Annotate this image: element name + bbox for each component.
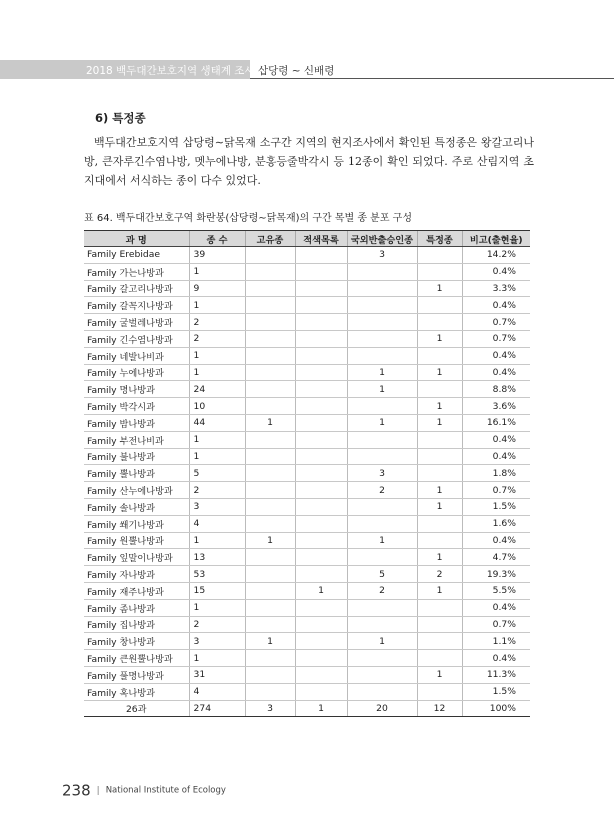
table-cell: 3 — [189, 498, 245, 515]
table-cell — [295, 297, 347, 314]
table-cell: 1 — [189, 431, 245, 448]
table-cell: 1 — [347, 532, 417, 549]
table-cell: 24 — [189, 381, 245, 398]
header-title: 2018 백두대간보호지역 생태계 조사 — [86, 65, 255, 77]
table-cell — [347, 498, 417, 515]
table-cell: 31 — [189, 666, 245, 683]
col-header-red-list: 적색목록 — [295, 231, 347, 247]
table-cell: Family 밤나방과 — [84, 414, 189, 431]
table-cell: 3.3% — [462, 280, 530, 297]
header-subtitle: 삽당령 ~ 신배령 — [258, 65, 335, 77]
table-cell: 11.3% — [462, 666, 530, 683]
table-cell — [245, 498, 295, 515]
table-cell: Family 좀나방과 — [84, 599, 189, 616]
footer-institution: National Institute of Ecology — [105, 785, 226, 796]
table-cell — [295, 666, 347, 683]
table-cell: 0.4% — [462, 263, 530, 280]
table-row — [84, 566, 530, 583]
table-cell: 3 — [347, 465, 417, 482]
table-cell — [295, 532, 347, 549]
table-cell — [347, 599, 417, 616]
table-cell: Family 산누에나방과 — [84, 482, 189, 499]
table-cell: 1 — [417, 280, 462, 297]
table-cell: 1 — [417, 582, 462, 599]
table-cell — [295, 280, 347, 297]
table-cell — [245, 465, 295, 482]
table-cell: 1 — [417, 364, 462, 381]
table-row — [84, 482, 530, 499]
table-cell — [417, 448, 462, 465]
table-row — [84, 515, 530, 532]
paragraph-text: 백두대간보호지역 삽당령∼닭목재 소구간 지역의 현지조사에서 확인된 특정종은 왕갈고리나방, 큰자루긴수염나방, 멧누에나방, 분홍등줄박각시 등 12종이 확인 되었다. 주로 산림지역 초지대에서 서식하는 종이 다수 있었다. — [84, 136, 534, 187]
table-cell: 2 — [347, 482, 417, 499]
table-cell — [347, 549, 417, 566]
table-cell — [245, 616, 295, 633]
table-cell — [417, 616, 462, 633]
table-cell — [347, 666, 417, 683]
table-cell — [245, 398, 295, 415]
table-cell: 2 — [189, 330, 245, 347]
table-row — [84, 465, 530, 482]
table-cell: 0.4% — [462, 532, 530, 549]
total-cell: 3 — [245, 700, 295, 717]
table-cell — [245, 431, 295, 448]
table-cell: 0.4% — [462, 650, 530, 667]
table-row — [84, 650, 530, 667]
page-number: 238 — [62, 781, 91, 800]
table-cell: 1.5% — [462, 683, 530, 700]
table-cell: 0.4% — [462, 431, 530, 448]
table-cell: 2 — [347, 582, 417, 599]
table-row — [84, 582, 530, 599]
table-cell — [245, 482, 295, 499]
table-cell: Family 누에나방과 — [84, 364, 189, 381]
table-cell — [295, 482, 347, 499]
table-cell: 1 — [417, 330, 462, 347]
table-cell — [245, 330, 295, 347]
col-header-export-approved: 국외반출승인종 — [347, 231, 417, 247]
table-row — [84, 263, 530, 280]
table-cell: 5 — [189, 465, 245, 482]
table-cell: 0.7% — [462, 330, 530, 347]
table-row — [84, 666, 530, 683]
table-row — [84, 599, 530, 616]
total-cell: 1 — [295, 700, 347, 717]
table-cell: 1.6% — [462, 515, 530, 532]
total-cell: 20 — [347, 700, 417, 717]
table-cell: Family 잎말이나방과 — [84, 549, 189, 566]
table-cell — [417, 650, 462, 667]
table-cell: Family 자나방과 — [84, 566, 189, 583]
table-cell: 1 — [245, 414, 295, 431]
table-cell — [245, 280, 295, 297]
table-cell: Family 갈고리나방과 — [84, 280, 189, 297]
table-cell: 1 — [417, 549, 462, 566]
table-cell — [417, 515, 462, 532]
table-cell: 8.8% — [462, 381, 530, 398]
table-cell: 1 — [417, 414, 462, 431]
total-cell: 12 — [417, 700, 462, 717]
table-row — [84, 431, 530, 448]
table-total-row — [84, 700, 530, 717]
table-cell: 1.1% — [462, 633, 530, 650]
table-cell: 5 — [347, 566, 417, 583]
table-cell — [347, 650, 417, 667]
table-row — [84, 330, 530, 347]
table-cell: 1 — [347, 414, 417, 431]
table-cell: 15 — [189, 582, 245, 599]
table-cell: 53 — [189, 566, 245, 583]
header-rule — [250, 78, 614, 79]
table-cell: 3 — [189, 633, 245, 650]
table-cell: 13 — [189, 549, 245, 566]
table-cell — [347, 431, 417, 448]
table-cell: Family 쐐기나방과 — [84, 515, 189, 532]
table-cell — [417, 314, 462, 331]
table-row — [84, 247, 530, 264]
table-cell — [245, 381, 295, 398]
table-row — [84, 633, 530, 650]
table-row — [84, 381, 530, 398]
table-cell: 1 — [189, 599, 245, 616]
table-cell — [295, 633, 347, 650]
table-cell: Family 박각시과 — [84, 398, 189, 415]
table-cell: 2 — [189, 616, 245, 633]
table-cell — [347, 297, 417, 314]
table-cell — [347, 280, 417, 297]
section-title: 6) 특정종 — [95, 111, 146, 125]
table-header-row — [84, 231, 530, 247]
table-cell: 0.7% — [462, 314, 530, 331]
table-cell: 0.4% — [462, 297, 530, 314]
table-cell — [295, 465, 347, 482]
table-cell: 1 — [417, 666, 462, 683]
table-cell — [295, 515, 347, 532]
table-cell: Family 가는나방과 — [84, 263, 189, 280]
table-cell: 1 — [245, 633, 295, 650]
col-header-specific: 특정종 — [417, 231, 462, 247]
col-header-endemic: 고유종 — [245, 231, 295, 247]
table-cell: Family 갈꼭지나방과 — [84, 297, 189, 314]
table-cell: 16.1% — [462, 414, 530, 431]
table-cell — [245, 515, 295, 532]
page-footer — [62, 780, 226, 800]
table-cell: 1 — [417, 482, 462, 499]
table-cell — [245, 297, 295, 314]
table-cell: 2 — [417, 566, 462, 583]
table-cell — [295, 498, 347, 515]
table-cell — [417, 532, 462, 549]
table-cell — [347, 314, 417, 331]
table-cell: Family 재주나방과 — [84, 582, 189, 599]
table-cell: Family 원뿔나방과 — [84, 532, 189, 549]
table-cell: 1 — [189, 650, 245, 667]
table-cell — [295, 414, 347, 431]
total-cell: 26과 — [84, 700, 189, 717]
table-cell — [347, 515, 417, 532]
table-cell: 0.4% — [462, 448, 530, 465]
table-cell — [295, 650, 347, 667]
table-cell: 0.7% — [462, 482, 530, 499]
table-cell: 1 — [189, 448, 245, 465]
table-cell: 3 — [347, 247, 417, 264]
table-cell — [417, 633, 462, 650]
table-cell: Family 명나방과 — [84, 381, 189, 398]
table-cell — [295, 314, 347, 331]
table-cell — [295, 431, 347, 448]
table-cell — [417, 263, 462, 280]
table-cell — [245, 549, 295, 566]
table-cell: Family 부전나비과 — [84, 431, 189, 448]
table-cell: 9 — [189, 280, 245, 297]
table-cell: 1 — [245, 532, 295, 549]
table-cell — [295, 448, 347, 465]
table-cell — [245, 566, 295, 583]
col-header-occurrence-rate: 비고(출현율) — [462, 231, 530, 247]
table-cell: 5.5% — [462, 582, 530, 599]
table-row — [84, 448, 530, 465]
table-cell — [347, 347, 417, 364]
table-cell — [245, 650, 295, 667]
table-cell — [295, 566, 347, 583]
table-cell — [295, 330, 347, 347]
table-cell — [295, 381, 347, 398]
table-cell — [347, 448, 417, 465]
table-row — [84, 549, 530, 566]
table-cell: 1.5% — [462, 498, 530, 515]
table-cell — [245, 582, 295, 599]
table-cell — [245, 347, 295, 364]
table-cell — [245, 666, 295, 683]
table-cell: 1 — [189, 297, 245, 314]
table-cell: 10 — [189, 398, 245, 415]
table-cell: 1.8% — [462, 465, 530, 482]
table-cell: 4 — [189, 683, 245, 700]
table-cell — [347, 330, 417, 347]
table-cell: Family 풀명나방과 — [84, 666, 189, 683]
table-cell: 1 — [189, 532, 245, 549]
table-cell: Family 창나방과 — [84, 633, 189, 650]
table-row — [84, 616, 530, 633]
table-cell — [295, 398, 347, 415]
table-cell: 1 — [417, 398, 462, 415]
table-cell — [417, 683, 462, 700]
table-cell: 1 — [295, 582, 347, 599]
table-cell: 2 — [189, 482, 245, 499]
table-cell — [245, 683, 295, 700]
table-row — [84, 683, 530, 700]
table-cell — [245, 599, 295, 616]
table-cell: Family 긴수염나방과 — [84, 330, 189, 347]
table-cell — [295, 599, 347, 616]
table-cell — [347, 398, 417, 415]
table-row — [84, 532, 530, 549]
table-cell: 19.3% — [462, 566, 530, 583]
table-cell: 4 — [189, 515, 245, 532]
col-header-species-count: 종 수 — [189, 231, 245, 247]
table-cell — [245, 448, 295, 465]
table-cell: 39 — [189, 247, 245, 264]
table-cell — [417, 381, 462, 398]
table-cell — [245, 314, 295, 331]
table-cell: Family 솔나방과 — [84, 498, 189, 515]
table-row — [84, 364, 530, 381]
table-cell: 1 — [189, 347, 245, 364]
table-row — [84, 414, 530, 431]
table-cell — [245, 364, 295, 381]
table-cell — [245, 263, 295, 280]
table-cell: 1 — [347, 381, 417, 398]
table-cell: 4.7% — [462, 549, 530, 566]
table-cell: Family Erebidae — [84, 247, 189, 264]
table-cell — [295, 616, 347, 633]
table-cell — [295, 549, 347, 566]
table-body — [84, 247, 530, 701]
table-cell: Family 혹나방과 — [84, 683, 189, 700]
table-cell — [295, 364, 347, 381]
table-row — [84, 498, 530, 515]
table-cell: 14.2% — [462, 247, 530, 264]
table-cell: 2 — [189, 314, 245, 331]
table-cell: 3.6% — [462, 398, 530, 415]
table-cell — [417, 247, 462, 264]
table-cell: 1 — [189, 263, 245, 280]
table-cell: Family 불나방과 — [84, 448, 189, 465]
table-cell — [417, 431, 462, 448]
table-cell — [295, 683, 347, 700]
table-cell — [417, 599, 462, 616]
table-row — [84, 297, 530, 314]
footer-separator: | — [96, 785, 100, 796]
table-cell — [295, 247, 347, 264]
table-cell: 1 — [347, 633, 417, 650]
species-table — [84, 230, 530, 717]
table-cell: Family 큰원뿔나방과 — [84, 650, 189, 667]
running-header — [0, 60, 614, 79]
total-cell: 100% — [462, 700, 530, 717]
table-cell: 0.7% — [462, 616, 530, 633]
section-paragraph — [84, 133, 534, 190]
table-cell — [347, 683, 417, 700]
table-row — [84, 398, 530, 415]
table-row — [84, 347, 530, 364]
table-cell: 0.4% — [462, 364, 530, 381]
table-cell: 44 — [189, 414, 245, 431]
table-cell — [347, 616, 417, 633]
table-cell — [295, 263, 347, 280]
table-cell — [417, 465, 462, 482]
table-cell — [245, 247, 295, 264]
table-row — [84, 280, 530, 297]
total-cell: 274 — [189, 700, 245, 717]
table-cell — [417, 297, 462, 314]
table-cell: Family 굴벌레나방과 — [84, 314, 189, 331]
table-cell: 0.4% — [462, 599, 530, 616]
table-cell: 1 — [189, 364, 245, 381]
table-cell: 1 — [417, 498, 462, 515]
table-cell: Family 집나방과 — [84, 616, 189, 633]
table-cell — [417, 347, 462, 364]
table-caption: 표 64. 백두대간보호구역 화란봉(삽당령∼닭목재)의 구간 목별 종 분포 구성 — [84, 213, 412, 224]
table-cell — [347, 263, 417, 280]
table-cell: Family 네발나비과 — [84, 347, 189, 364]
table-cell — [295, 347, 347, 364]
col-header-family: 과 명 — [84, 231, 189, 247]
table-cell: 0.4% — [462, 347, 530, 364]
table-cell: Family 뿔나방과 — [84, 465, 189, 482]
table-row — [84, 314, 530, 331]
table-cell: 1 — [347, 364, 417, 381]
